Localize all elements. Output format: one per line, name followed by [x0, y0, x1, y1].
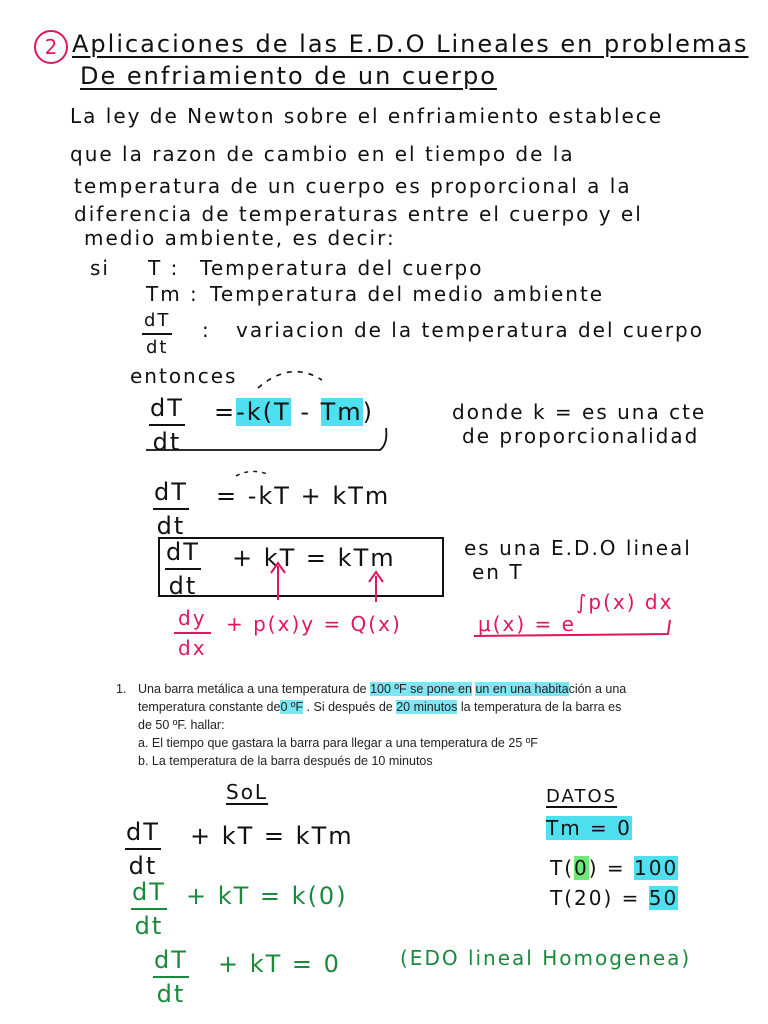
- problem-l1-hl2: un en una habita: [475, 682, 569, 696]
- sol-title: SoL: [226, 780, 269, 804]
- problem-l2-c: la temperatura de la barra es: [457, 700, 622, 714]
- datos-tm-hl: Tm = 0: [546, 816, 632, 840]
- datos-title: DATOS: [546, 786, 618, 807]
- sol3-den: dt: [153, 976, 190, 1008]
- tm-definition: Temperatura del medio ambiente: [210, 282, 605, 306]
- paragraph-line-4: diferencia de temperaturas entre el cuerpo y el: [74, 202, 643, 226]
- problem-part-b: b. La temperatura de la barra después de 10 minutos: [138, 754, 433, 768]
- sol3-note: (EDO lineal Homogenea): [400, 946, 692, 970]
- eq3-den: dt: [165, 568, 202, 600]
- eq4-rhs: + p(x)y = Q(x): [226, 612, 402, 636]
- sol3-rhs: + kT = 0: [218, 950, 341, 978]
- eq1-eq: =: [214, 398, 237, 426]
- paragraph-line-2: que la razon de cambio en el tiempo de la: [70, 142, 575, 166]
- datos-t20-a: T(20) =: [550, 886, 649, 910]
- eq4-den: dx: [174, 632, 211, 660]
- eq4-exponent: ∫p(x) dx: [576, 590, 674, 614]
- tm-symbol: Tm :: [146, 282, 199, 306]
- heading-line-1: Aplicaciones de las E.D.O Lineales en problemas: [72, 30, 749, 58]
- eq1-note-1: donde k = es una cte: [452, 400, 707, 424]
- problem-l2-hl1: 0 ºF: [280, 700, 304, 714]
- mu-underline: [474, 620, 670, 636]
- problem-l2-a: temperatura constante de: [138, 700, 281, 714]
- eq1-k: -k(: [236, 398, 275, 426]
- t-symbol: T :: [148, 256, 180, 280]
- eq4-num: dy: [178, 606, 207, 630]
- dtdt-definition: variacion de la temperatura del cuerpo: [236, 318, 704, 342]
- eq2-rhs: = -kT + kTm: [216, 482, 391, 510]
- eq3-num: dT: [166, 538, 200, 566]
- problem-number-circle: 2: [34, 30, 68, 64]
- sol2-rhs: + kT = k(0): [186, 882, 348, 910]
- paragraph-line-3: temperatura de un cuerpo es proporcional a la: [74, 174, 632, 198]
- eq1-note-2: de proporcionalidad: [462, 424, 700, 448]
- eq4-mu: μ(x) = e: [478, 612, 576, 636]
- datos-t0-c: ) =: [588, 856, 635, 880]
- sol2-num: dT: [132, 878, 166, 906]
- t-definition: Temperatura del cuerpo: [200, 256, 484, 280]
- entonces-label: entonces: [130, 364, 238, 388]
- datos-t20-b: 50: [648, 886, 679, 910]
- paragraph-line-1: La ley de Newton sobre el enfriamiento establece: [70, 104, 664, 128]
- heading-line-2: De enfriamiento de un cuerpo: [80, 62, 497, 90]
- datos-t0-a: T(: [550, 856, 575, 880]
- eq3-note-1: es una E.D.O lineal: [464, 536, 692, 560]
- eq2-den: dt: [153, 508, 190, 540]
- problem-l2-b: . Si después de: [303, 700, 397, 714]
- problem-l2-hl2: 20 minutos: [396, 700, 458, 714]
- problem-line-3: de 50 ºF. hallar:: [138, 718, 225, 732]
- datos-t0-b: 0: [574, 856, 589, 880]
- sol3-num: dT: [154, 946, 188, 974]
- dtdt-colon: :: [202, 318, 211, 342]
- eq1-close: ): [362, 398, 375, 426]
- eq1-bracket: [146, 428, 386, 450]
- problem-l1-hl1: 100 ºF se pone en: [370, 682, 472, 696]
- eq2-dashed-mark: [236, 471, 268, 476]
- problem-number: 1.: [116, 682, 127, 696]
- problem-l1-a: Una barra metálica a una temperatura de: [138, 682, 371, 696]
- problem-l1-c: ción a una: [568, 682, 627, 696]
- eq3-rhs: + kT = kTm: [232, 544, 396, 572]
- eq1-num: dT: [150, 394, 184, 422]
- si-label: si: [90, 256, 110, 280]
- dtdt-num: dT: [144, 310, 171, 331]
- eq3-note-2: en T: [472, 560, 524, 584]
- sol1-num: dT: [126, 818, 160, 846]
- eq1-t: T: [274, 398, 291, 426]
- sol2-den: dt: [131, 908, 168, 940]
- eq2-num: dT: [154, 478, 188, 506]
- paragraph-line-5: medio ambiente, es decir:: [84, 226, 396, 250]
- datos-t0-d: 100: [634, 856, 679, 880]
- dtdt-den: dt: [142, 333, 172, 358]
- eq1-minus: -: [290, 398, 321, 426]
- eq1-den: dt: [149, 424, 186, 456]
- problem-part-a: a. El tiempo que gastara la barra para llegar a una temperatura de 25 ºF: [138, 736, 538, 750]
- eq1-tm: Tm: [320, 398, 363, 426]
- eq1-dashed-arc: [258, 372, 322, 388]
- sol1-rhs: + kT = kTm: [190, 822, 354, 850]
- sol1-den: dt: [125, 848, 162, 880]
